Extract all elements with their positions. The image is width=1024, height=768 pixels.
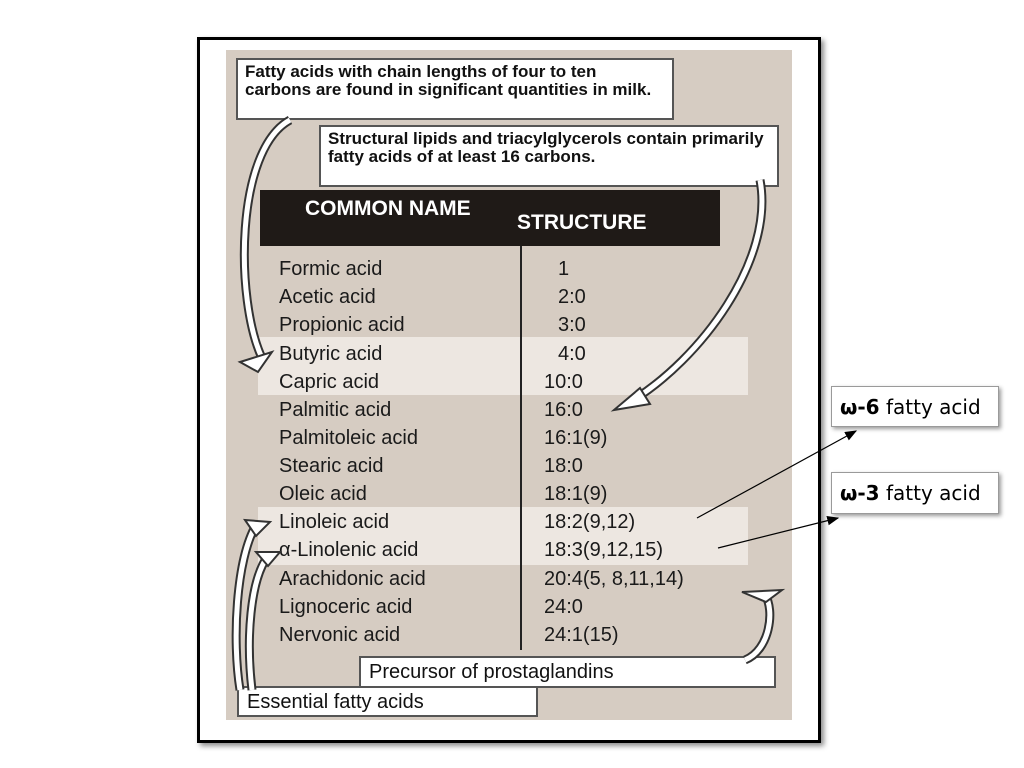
row-name: Formic acid	[279, 258, 383, 280]
row-structure: 10:0	[544, 371, 583, 393]
header-common-name: COMMON NAME	[305, 197, 471, 220]
row-structure: 24:1(15)	[544, 624, 619, 646]
row-structure: 4:0	[558, 343, 586, 365]
row-name: Palmitic acid	[279, 399, 392, 421]
omega6-label: fatty acid	[879, 395, 981, 419]
row-structure: 20:4(5, 8,11,14)	[544, 568, 684, 590]
row-name: Arachidonic acid	[279, 568, 426, 590]
omega6-symbol: ω-6	[840, 395, 880, 419]
row-name: Acetic acid	[279, 286, 376, 308]
row-structure: 1	[558, 258, 570, 280]
row-name: Stearic acid	[279, 455, 384, 477]
row-structure: 16:1(9)	[544, 427, 608, 449]
row-name: Palmitoleic acid	[279, 427, 418, 449]
note-short-chain: Fatty acids with chain lengths of four to ten carbons are found in significant quantities in milk.	[236, 58, 674, 120]
row-name: Linoleic acid	[279, 511, 390, 533]
omega3-symbol: ω-3	[840, 481, 880, 505]
row-name: Lignoceric acid	[279, 596, 413, 618]
header-structure: STRUCTURE	[517, 211, 647, 234]
omega3-label: fatty acid	[879, 481, 981, 505]
row-structure: 24:0	[544, 596, 583, 618]
row-structure: 18:2(9,12)	[544, 511, 636, 533]
row-structure: 16:0	[544, 399, 583, 421]
note-essential-fatty-acids: Essential fatty acids	[237, 686, 538, 717]
row-name: Nervonic acid	[279, 624, 401, 646]
callout-omega3	[831, 472, 999, 514]
row-structure: 18:0	[544, 455, 583, 477]
note-structural-lipids: Structural lipids and triacylglycerols contain primarily fatty acids of at least 16 carbons.	[319, 125, 779, 187]
row-name: α-Linolenic acid	[279, 539, 419, 561]
row-structure: 18:3(9,12,15)	[544, 539, 663, 561]
row-structure: 3:0	[558, 314, 586, 336]
row-name: Propionic acid	[279, 314, 405, 336]
row-structure: 2:0	[558, 286, 586, 308]
row-structure: 18:1(9)	[544, 483, 608, 505]
arrow-omega3	[718, 518, 838, 548]
row-name: Oleic acid	[279, 483, 367, 505]
arrow-structural	[630, 180, 762, 402]
note-prostaglandins: Precursor of prostaglandins	[359, 656, 776, 688]
callout-omega6	[831, 386, 999, 427]
row-name: Butyric acid	[279, 343, 383, 365]
row-name: Capric acid	[279, 371, 380, 393]
